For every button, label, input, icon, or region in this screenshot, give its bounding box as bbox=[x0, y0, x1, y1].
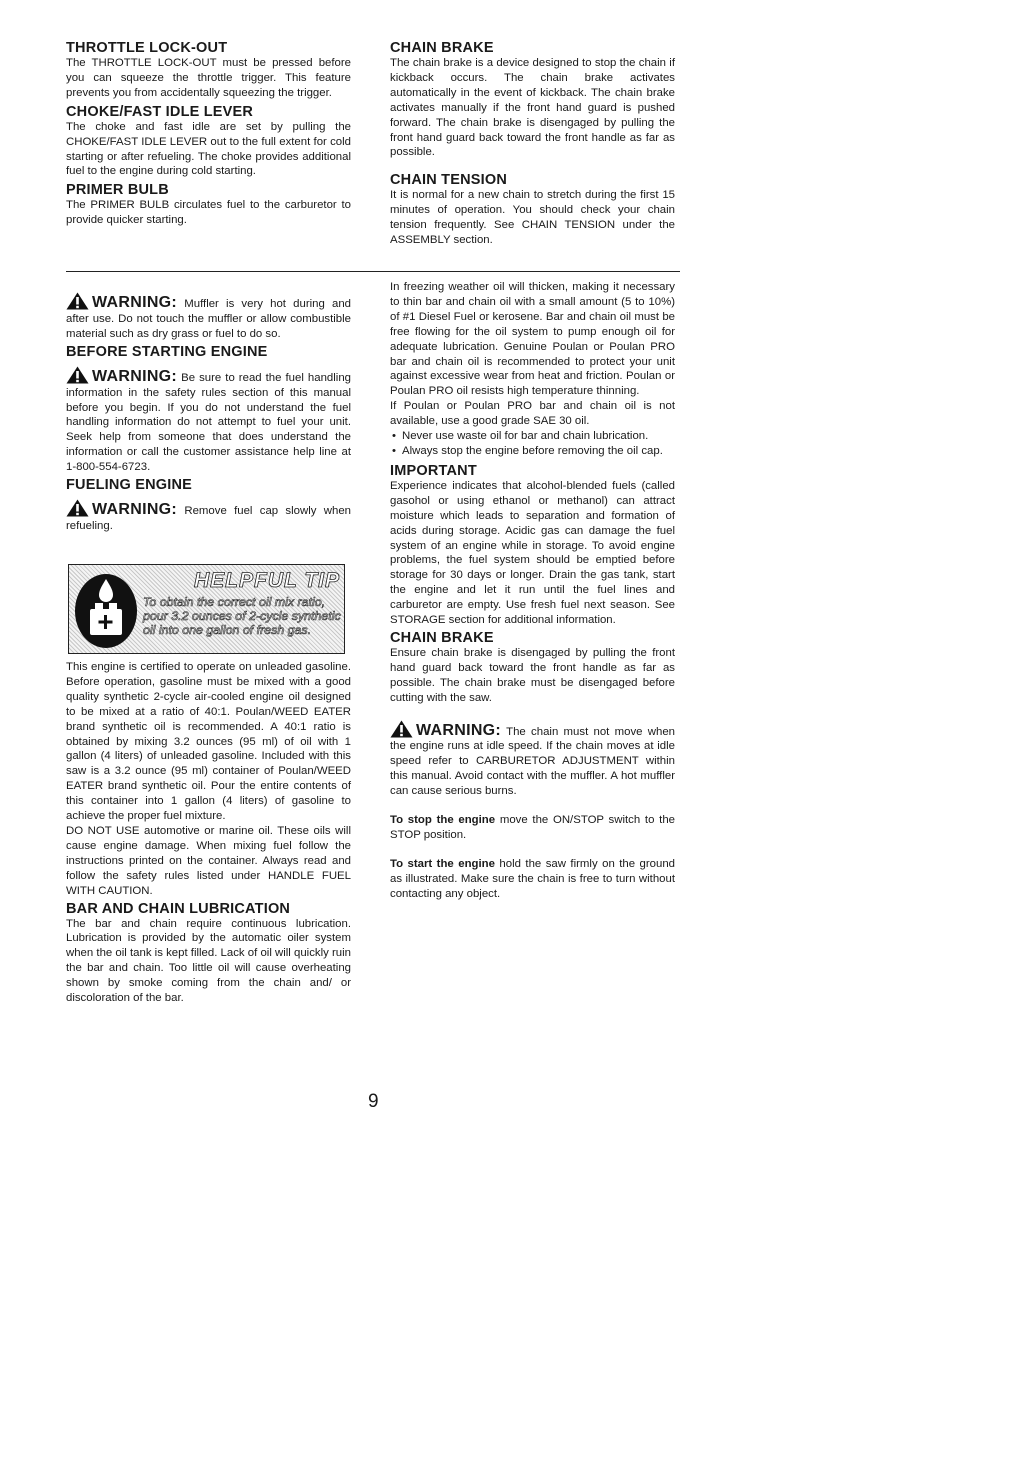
warning-triangle-icon bbox=[390, 720, 413, 738]
fuel-can-icon bbox=[73, 569, 139, 649]
chain-tension-text: It is normal for a new chain to stretch during the first 15 minutes of operation. You should check your chain tension frequently. See CHAIN TENSION under the ASSEMBLY section. bbox=[390, 189, 675, 247]
important-text: Experience indicates that alcohol-blended fuels (called gasohol or using ethanol or methanol) can attract moisture which leads to separation and formation of acids during storage. Acidic gas can damage the fuel system of an engine while in storage. To avoid engine problems, the fuel system should be emptied before storage for 30 days or longer. Drain the gas tank, start the engine and let it run until the fuel lines and carburetor are empty. Use fresh fuel next season. See STORAGE section for additional information. bbox=[390, 479, 675, 627]
list-item: • Never use waste oil for bar and chain lubrication. bbox=[390, 429, 675, 444]
stop-engine-text bbox=[390, 813, 675, 843]
chain-brake-heading-2: CHAIN BRAKE bbox=[390, 629, 494, 646]
helpful-tip-box bbox=[68, 564, 345, 654]
before-starting-heading: BEFORE STARTING ENGINE bbox=[66, 343, 268, 360]
stop-engine-lead: To stop the engine bbox=[390, 814, 496, 827]
list-item: • Always stop the engine before removing the oil cap. bbox=[390, 444, 675, 459]
warning-triangle-icon bbox=[66, 366, 89, 384]
choke-lever-heading: CHOKE/FAST IDLE LEVER bbox=[66, 103, 254, 120]
warning-muffler bbox=[66, 292, 351, 342]
warning-label: WARNING: bbox=[92, 294, 178, 311]
oil-bullet-list bbox=[390, 429, 675, 459]
start-engine-body: hold the saw firmly on the ground as illustrated. Make sure the chain is free to turn without contacting any object. bbox=[390, 857, 676, 900]
section-divider bbox=[66, 271, 680, 272]
primer-bulb-text: The PRIMER BULB circulates fuel to the carburetor to provide quicker starting. bbox=[66, 199, 351, 227]
choke-lever-text: The choke and fast idle are set by pulling the CHOKE/FAST IDLE LEVER out to the full extent for cold starting or after refueling. The choke provides additional fuel to the engine during cold starting. bbox=[66, 120, 351, 178]
right-bottom-column bbox=[390, 280, 675, 902]
warning-label: WARNING: bbox=[416, 721, 502, 739]
warning-refuel bbox=[66, 499, 351, 534]
stop-engine-body: move the ON/STOP switch to the STOP position. bbox=[390, 814, 675, 841]
start-engine-text bbox=[390, 857, 675, 902]
chain-brake-heading: CHAIN BRAKE bbox=[390, 40, 494, 56]
fuel-mixing-text: This engine is certified to operate on unleaded gasoline. Before operation, gasoline must be mixed with a good quality synthetic 2-cycle air-cooled engine oil designed to be mixed at a ratio of 40:1. Poulan/WEED EATER brand synthetic oil is recommended. A 40:1 ratio is obtained by mixing 3.2 ounces (95 ml) of oil with 1 gallon (4 liters) of unleaded gasoline. Included with this saw is a 3.2 ounce (95 ml) container of Poulan/WEED EATER brand synthetic oil. Pour the entire contents of this container into 1 gallon (4 liters) of gasoline to achieve the proper fuel mixture. bbox=[66, 661, 351, 823]
warning-muffler-text: Muffler is very hot during and after use. Do not touch the muffler or allow combustible material such as dry grass or fuel to do so. bbox=[66, 298, 351, 340]
chain-tension-heading: CHAIN TENSION bbox=[390, 172, 507, 189]
left-bottom-column-upper bbox=[66, 292, 351, 534]
start-engine-lead: To start the engine bbox=[390, 857, 495, 870]
warning-fuel bbox=[66, 366, 351, 475]
freezing-weather-text: In freezing weather oil will thicken, making it necessary to thin bar and chain oil with a small amount (5 to 10%) of #1 Diesel Fuel or kerosene. Bar and chain oil must be free flowing for the oil system to pump enough oil for adequate lubrication. Genuine Poulan or Poulan PRO bar and chain oil is recommended to protect your unit against excessive wear from heat and friction. Poulan or Poulan PRO oil resists high temperature thinning. bbox=[390, 281, 675, 398]
bar-chain-lubrication-heading: BAR AND CHAIN LUBRICATION bbox=[66, 900, 291, 917]
warning-label: WARNING: bbox=[92, 501, 178, 519]
important-heading: IMPORTANT bbox=[390, 462, 477, 479]
warning-idle-text: The chain must not move when the engine runs at idle speed. If the chain moves at idle speed refer to CARBURETOR ADJUSTMENT within this manual. Avoid contact with the muffler. A hot muffler can cause serious burns. bbox=[390, 725, 675, 798]
bar-chain-lubrication-text: The bar and chain require continuous lubrication. Lubrication is provided by the automatic oiler system when the oil tank is kept filled. Lack of oil will quickly ruin the bar and chain. Too little oil will cause overheating shown by smoke coming from the chain and/ or discoloration of the bar. bbox=[66, 917, 351, 1005]
page-number: 9 bbox=[368, 1091, 379, 1112]
oil-availability-text: If Poulan or Poulan PRO bar and chain oil is not available, use a good grade SAE 30 oil. bbox=[390, 400, 675, 428]
left-top-column bbox=[66, 40, 351, 228]
oil-warning-text: DO NOT USE automotive or marine oil. These oils will cause engine damage. When mixing fuel follow the instructions printed on the container. Always read and follow the safety rules listed under HANDLE FUEL WITH CAUTION. bbox=[66, 824, 351, 897]
chain-brake-text-2: Ensure chain brake is disengaged by pulling the front hand guard back toward the front handle as far as possible. The chain brake must be disengaged before cutting with the saw. bbox=[390, 646, 675, 704]
left-bottom-column-lower bbox=[66, 660, 351, 1006]
helpful-tip-title: HELPFUL TIP bbox=[194, 569, 340, 592]
warning-triangle-icon bbox=[66, 499, 89, 517]
warning-fuel-text: Be sure to read the fuel handling information in the safety rules section of this manual before you begin. If you do not understand the fuel handling information do not attempt to fuel your unit. Seek help from someone that does understand the information or call the customer assistance help line at 1-800-554-6723. bbox=[66, 371, 351, 474]
primer-bulb-heading: PRIMER BULB bbox=[66, 182, 169, 199]
helpful-tip-text: To obtain the correct oil mix ratio, pour 3.2 ounces of 2-cycle synthetic oil into one gallon of fresh gas. bbox=[143, 595, 341, 638]
warning-refuel-text: Remove fuel cap slowly when refueling. bbox=[66, 505, 351, 532]
throttle-lockout-text: The THROTTLE LOCK-OUT must be pressed before you can squeeze the throttle trigger. This feature prevents you from accidentally squeezing the trigger. bbox=[66, 57, 351, 99]
warning-idle bbox=[390, 720, 675, 800]
right-top-column bbox=[390, 40, 675, 248]
chain-brake-text: The chain brake is a device designed to stop the chain if kickback occurs. The chain brake activates automatically in the event of kickback. The chain brake activates manually if the front hand guard is pushed forward. The chain brake is disengaged by pulling the front hand guard back toward the front handle as far as possible. bbox=[390, 57, 675, 159]
throttle-lockout-heading: THROTTLE LOCK-OUT bbox=[66, 40, 228, 56]
fueling-engine-heading: FUELING ENGINE bbox=[66, 477, 193, 494]
warning-label: WARNING: bbox=[92, 367, 178, 385]
warning-triangle-icon bbox=[66, 292, 89, 310]
